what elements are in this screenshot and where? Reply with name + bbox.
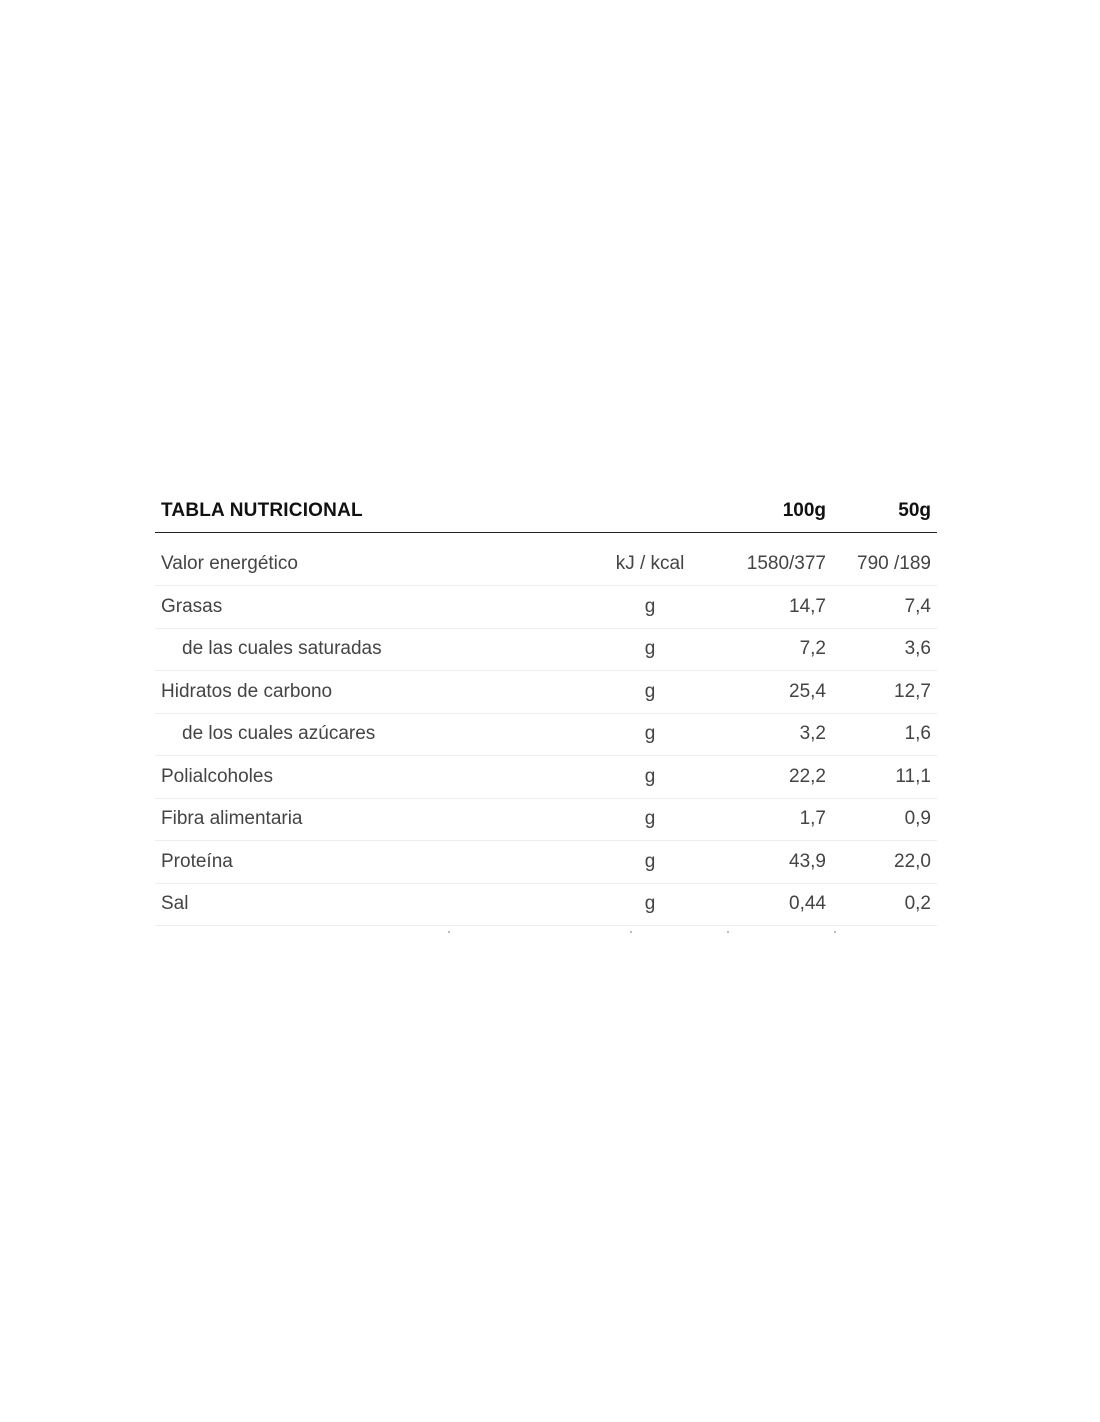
nutrient-unit: g	[644, 893, 656, 915]
nutrient-unit: g	[644, 723, 656, 745]
table-title: TABLA NUTRICIONAL	[161, 499, 363, 521]
nutrient-name: Valor energético	[161, 553, 298, 574]
value-per-100g: 1580/377	[746, 553, 826, 574]
value-per-100g: 1,7	[799, 808, 826, 830]
value-per-100g: 22,2	[789, 765, 826, 787]
value-per-50g: 22,0	[894, 850, 931, 872]
value-per-100g: 7,2	[799, 638, 826, 660]
table-row	[155, 714, 937, 757]
nutrient-unit: g	[644, 638, 656, 660]
nutrient-unit: g	[644, 595, 656, 617]
nutrient-name: Hidratos de carbono	[161, 680, 333, 702]
value-per-50g: 12,7	[894, 680, 931, 702]
faint-dot-artifacts	[0, 930, 1100, 934]
value-per-50g: 0,9	[904, 808, 931, 830]
table-row	[155, 799, 937, 842]
per-100g-column-header: 100g	[782, 499, 826, 521]
nutrient-name: Grasas	[161, 595, 223, 617]
nutrient-name: de las cuales saturadas	[182, 638, 382, 660]
value-per-50g: 0,2	[904, 893, 931, 915]
table-row	[155, 884, 937, 927]
nutrient-name: Polialcoholes	[161, 765, 273, 787]
per-50g-column-header: 50g	[898, 499, 931, 521]
value-per-100g: 43,9	[789, 850, 826, 872]
table-row	[155, 629, 937, 672]
value-per-50g: 11,1	[895, 765, 931, 787]
nutrient-unit: g	[644, 765, 656, 787]
value-per-100g: 14,7	[789, 595, 826, 617]
table-row	[155, 586, 937, 629]
nutrient-unit: kJ / kcal	[615, 553, 685, 574]
table-body	[155, 533, 937, 926]
table-row	[155, 841, 937, 884]
nutrient-name: Fibra alimentaria	[161, 808, 303, 830]
nutrient-unit: g	[644, 680, 656, 702]
table-row	[155, 671, 937, 714]
nutrient-name: Sal	[161, 893, 189, 915]
nutrition-table	[155, 489, 937, 926]
value-per-50g: 790 /189	[857, 553, 931, 574]
nutrient-name: de los cuales azúcares	[182, 723, 376, 745]
value-per-50g: 7,4	[904, 595, 931, 617]
nutrient-unit: g	[644, 808, 656, 830]
table-row	[155, 533, 937, 586]
nutrient-unit: g	[644, 850, 656, 872]
table-row	[155, 756, 937, 799]
value-per-50g: 1,6	[904, 723, 931, 745]
value-per-100g: 0,44	[789, 893, 826, 915]
value-per-100g: 25,4	[789, 680, 826, 702]
nutrient-name: Proteína	[161, 850, 233, 872]
value-per-100g: 3,2	[799, 723, 826, 745]
value-per-50g: 3,6	[904, 638, 931, 660]
table-header	[155, 489, 937, 533]
